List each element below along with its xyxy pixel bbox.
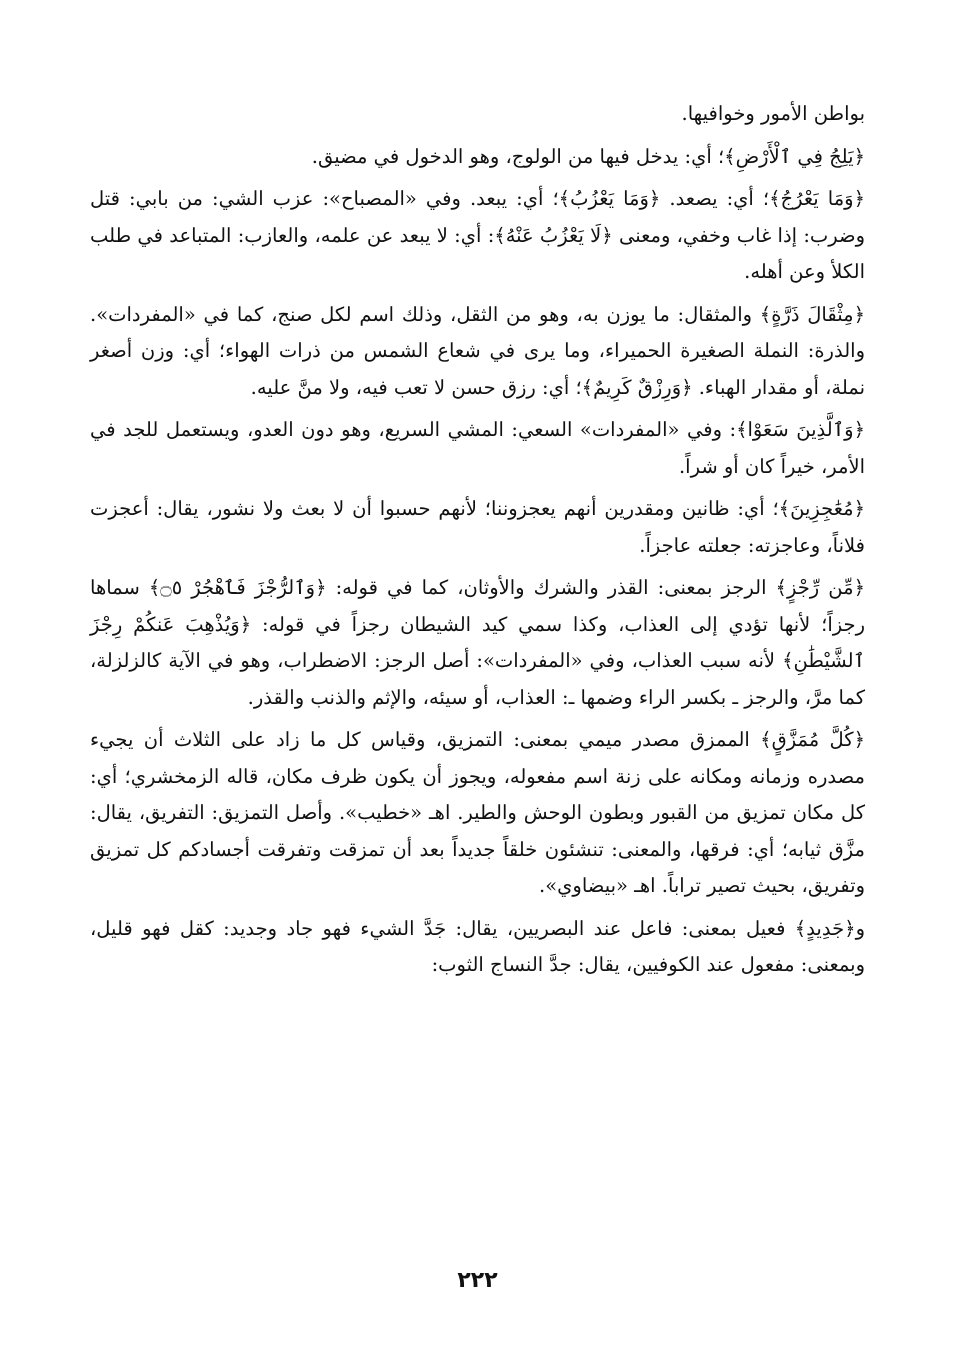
- paragraph-saaw: ﴿وَٱلَّذِينَ سَعَوْا﴾: وفي «المفردات» السعي: المشي السريع، وهو دون العدو، ويستعمل للجد في الأمر، خيراً كان أو شراً.: [90, 418, 865, 478]
- paragraph-yaliju: ﴿يَلِجُ فِي ٱلْأَرْضِ﴾؛ أي: يدخل فيها من الولوج، وهو الدخول في مضيق.: [311, 144, 865, 168]
- paragraph-muajizin: ﴿مُعَٰجِزِينَ﴾؛ أي: ظانين ومقدرين أنهم يعجزوننا؛ لأنهم حسبوا أن لا بعث ولا نشور، يقال: أعجزت فلاناً، وعاجزته: جعلته عاجزاً.: [90, 497, 865, 557]
- paragraph-intro-continuation: بواطن الأمور وخوافيها.: [681, 102, 865, 125]
- paragraph-mithqal: ﴿مِثْقَالَ ذَرَّةٍ﴾ والمثقال: ما يوزن به، وهو من الثقل، وذلك اسم لكل صنج، كما في «المفردات». والذرة: النملة الصغيرة الحميراء، وما يرى في شعاع الشمس من ذرات الهواء؛ أي: وزن أصغر نملة، أو مقدار الهباء. ﴿وَرِزْقٌ كَرِيمٌ﴾؛ أي: رزق حسن لا تعب فيه، ولا منَّ عليه.: [90, 302, 865, 399]
- page-body: [90, 96, 865, 990]
- paragraph-yaruju: ﴿وَمَا يَعْرُجُ﴾؛ أي: يصعد. ﴿وَمَا يَعْزُبُ﴾؛ أي: يبعد. وفي «المصباح»: عزب الشي: من بابي: قتل وضرب: إذا غاب وخفي، ومعنى ﴿لَا يَعْزُبُ عَنْهُ﴾: أي: لا يبعد عن علمه، والعازب: المتباعد في طلب الكلأ وعن أهله.: [90, 187, 865, 283]
- paragraph-jadid: و﴿جَدِيدٍ﴾ فعيل بمعنى: فاعل عند البصريين، يقال: جَدَّ الشيء فهو جاد وجديد: كقل فهو قليل، وبمعنى: مفعول عند الكوفيين، يقال: جدَّ النساج الثوب:: [90, 916, 865, 976]
- paragraph-rijz: ﴿مِّن رِّجْزٍ﴾ الرجز بمعنى: القذر والشرك والأوثان، كما في قوله: ﴿وَٱلرُّجْزَ فَٱهْجُرْ ۝٥﴾ سماها رجزاً؛ لأنها تؤدي إلى العذاب، وكذا سمي كيد الشيطان رجزاً في قوله: ﴿وَيُذْهِبَ عَنكُمْ رِجْزَ ٱلشَّيْطَٰنِ﴾ لأنه سبب العذاب، وفي «المفردات»: أصل الرجز: الاضطراب، وهو في الآية كالزلزلة، كما مرَّ، والرجز ـ بكسر الراء وضمها ـ: العذاب، أو سيئه، والإثم والذنب والقذر.: [90, 576, 866, 709]
- paragraph-mumazzaq: ﴿كُلَّ مُمَزَّقٍ﴾ الممزق مصدر ميمي بمعنى: التمزيق، وقياس كل ما زاد على الثلاث أن يجيء مصدره وزمانه ومكانه على زنة اسم مفعوله، ويجوز أن يكون ظرف مكان، قاله الزمخشري؛ أي: كل مكان تمزيق من القبور وبطون الوحش والطير. اهـ «خطيب». وأصل التمزيق: التفريق، يقال: مزَّق ثيابه؛ أي: فرقها، والمعنى: تنشئون خلقاً جديداً بعد أن تمزقت وتفرقت أجسادكم كل تمزيق وتفريق، بحيث تصير تراباً. اهـ «بيضاوي».: [90, 728, 865, 897]
- page-number: ٢٢٢: [457, 1268, 498, 1293]
